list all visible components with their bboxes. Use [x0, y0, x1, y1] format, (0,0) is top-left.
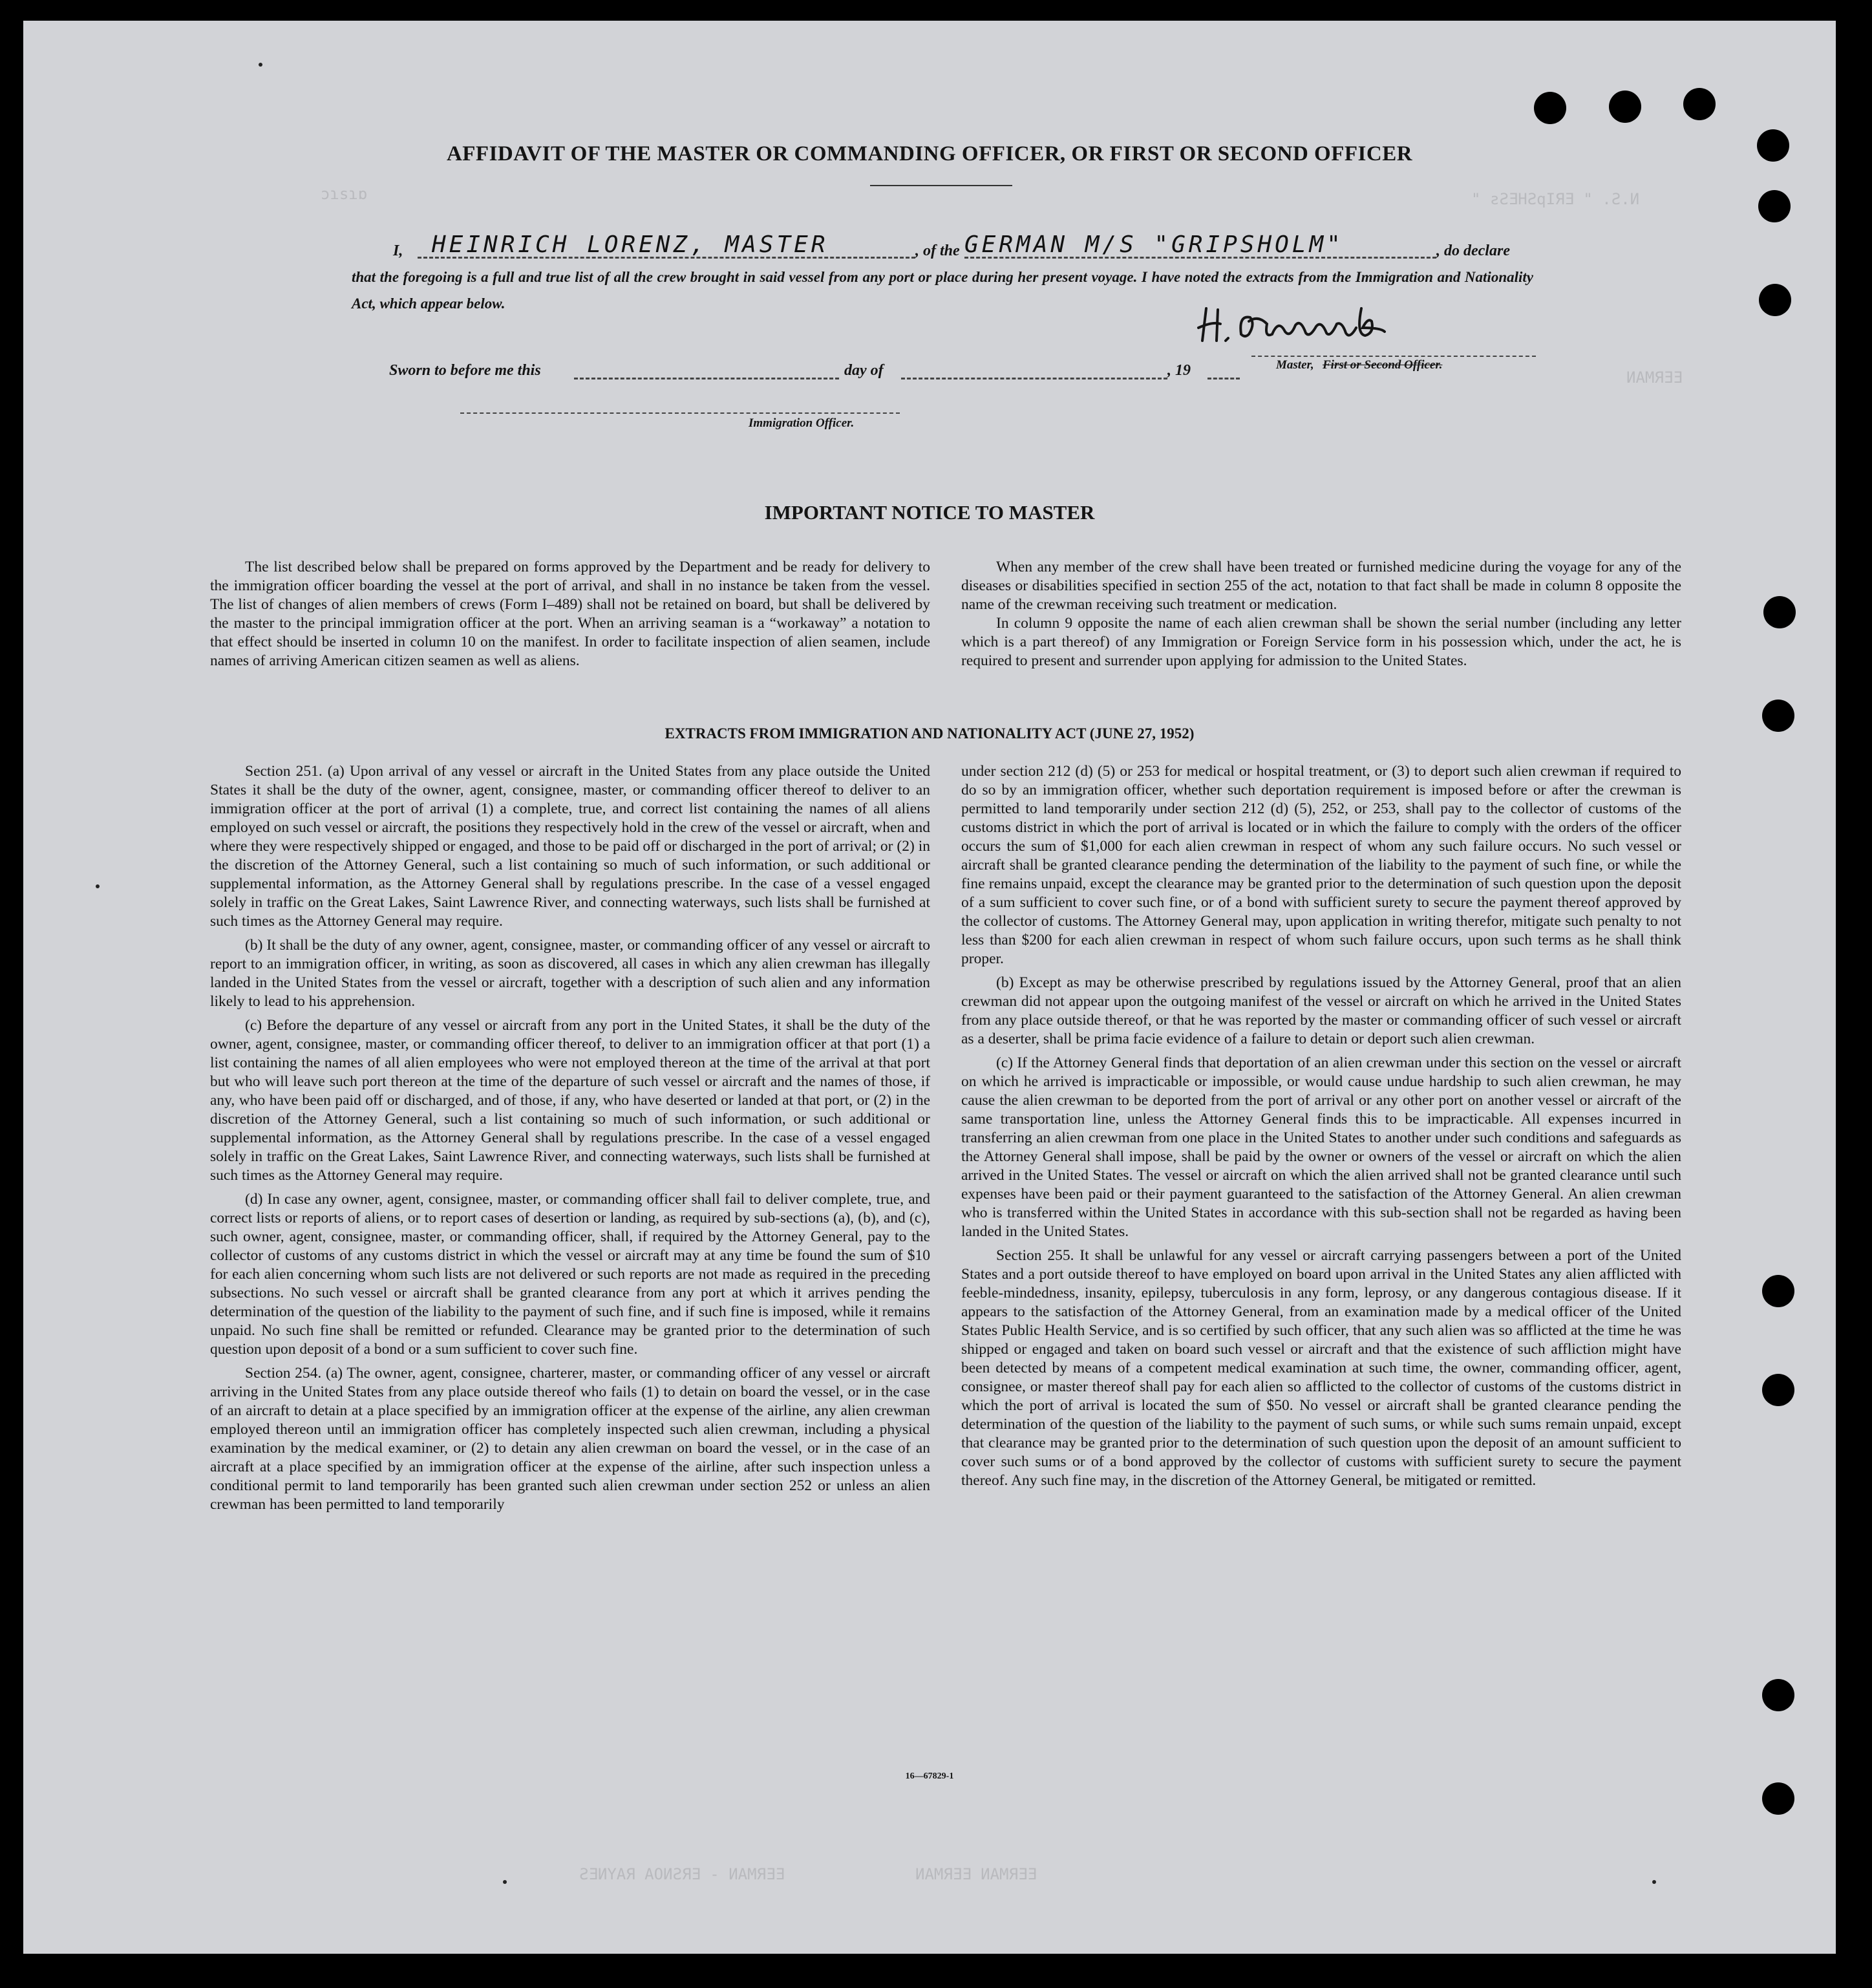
bleed-through: " ƨƧƎHƧqIЯƎ " .Ƨ.И [1471, 190, 1640, 208]
extracts-left-column [210, 762, 930, 1519]
signature-label-struck: First or Second Officer. [1323, 358, 1443, 372]
speck [259, 63, 262, 67]
bleed-through: ƧƎИYAЯ AOИƧЯƎ - ИAMЯƎƎ [579, 1865, 785, 1883]
punch-hole [1762, 1374, 1794, 1406]
declaration-text: that the foregoing is a full and true list of all the crew brought in said vessel from any port or place during her present voyage. I have noted the extracts from the Immigration and Nationality Act, which appear below. [352, 269, 1533, 312]
punch-hole [1763, 596, 1796, 628]
vessel-name-line [964, 257, 1436, 259]
punch-hole [1762, 1679, 1794, 1711]
extracts-title: EXTRACTS FROM IMMIGRATION AND NATIONALITY ACT (JUNE 27, 1952) [665, 725, 1195, 742]
form-number: 16—67829-1 [905, 1771, 954, 1781]
section-254-a: Section 254. (a) The owner, agent, consignee, charterer, master, or commanding officer of any vessel or aircraft arriving in the United States from any place outside thereof who fails (1) to detain on board the vessel, or in the case of an aircraft to detain at a place specified by an immigration officer at the expense of the airline, any alien crewman employed thereon until an immigration officer has completely inspected such alien crewman, including a physical examination by the medical examiner, or (2) to detain any alien crewman on board the vessel, or in the case of an aircraft at a place specified by an immigration officer at the expense of the airline, after such inspection unless a conditional permit to land temporarily has been granted such alien crewman under section 252 or unless an alien crewman has been permitted to land temporarily [210, 1365, 930, 1513]
master-signature[interactable] [1187, 295, 1458, 354]
affidavit-title: AFFIDAVIT OF THE MASTER OR COMMANDING OFFICER, OR FIRST OR SECOND OFFICER [446, 142, 1413, 166]
bleed-through: ɔɿsɿɒ [321, 185, 368, 203]
do-declare-label: , do declare [1436, 242, 1510, 259]
notice-left-paragraph: The list described below shall be prepared on forms approved by the Department and be ready for delivery to the immigration officer boarding the vessel at the port of arrival, and shall in no instance be taken from the vessel. The list of changes of alien members of crews (Form I–489) shall not be retained on board, but shall be delivered by the master to the principal immigration officer at the port. When an arriving seaman is a “workaway” a notation to that effect should be inserted in column 10 on the manifest. In order to facilitate inspection of alien seamen, include names of arriving American citizen seamen as well as aliens. [210, 559, 930, 669]
year-label: , 19 [1167, 362, 1191, 379]
punch-hole [1534, 92, 1566, 124]
notice-left-column [210, 558, 930, 676]
speck [503, 1880, 507, 1884]
section-254-c: (c) If the Attorney General finds that deportation of an alien crewman under this section on the vessel or aircraft on which he arrived is impracticable or impossible, or would cause undue hardship to such alien crewman, he may cause the alien crewman to be deported from the port of arrival or any other port on another vessel or aircraft of the same transportation line, unless the Attorney General finds this to be impracticable. All expenses incurred in transferring an alien crewman from one place in the United States to another under such conditions and safeguards as the Attorney General shall impose, shall be paid by the owner or owners of the vessel or aircraft on which the alien arrived in the United States. The vessel or aircraft on which the alien arrived shall not be granted clearance until such expenses have been paid or their payment guaranteed to the satisfaction of the Attorney General. An alien crewman who is transferred within the United States in accordance with this sub-section shall not be regarded as having been landed in the United States. [961, 1054, 1681, 1240]
signature-label-master: Master, [1276, 358, 1314, 372]
section-251-d: (d) In case any owner, agent, consignee, master, or commanding officer shall fail to deliver complete, true, and correct lists or reports of aliens, or to report cases of desertion or landing, as required by sub-sections (a), (b), and (c), such owner, agent, consignee, master, or commanding officer, shall, if required by the Attorney General, pay to the collector of customs of any customs district in which the vessel or aircraft may at any time be found the sum of $10 for each alien concerning whom such lists are not delivered or such reports are not made as required in the preceding subsections. No such vessel or aircraft shall be granted clearance from any port at which it arrives pending the determination of the question of the liability to the payment of such fine, and if such fine is imposed, while it remains unpaid. No such fine shall be remitted or refunded. Clearance may be granted prior to the determination of such question upon deposit of a bond or a sum sufficient to cover such fine. [210, 1191, 930, 1358]
punch-hole [1683, 88, 1716, 120]
day-of-label: day of [844, 362, 884, 379]
sworn-month-line [901, 378, 1167, 379]
sworn-year-line [1207, 378, 1240, 379]
notice-right-paragraph-1: When any member of the crew shall have been treated or furnished medicine during the voyage for any of the diseases or disabilities specified in section 255 of the act, notation to that fact shall be made in column 8 opposite the name of the crewman receiving such treatment or medication. [961, 559, 1681, 613]
notice-right-column [961, 558, 1681, 676]
master-name-field[interactable]: HEINRICH LORENZ, MASTER [432, 231, 829, 258]
notice-title: IMPORTANT NOTICE TO MASTER [764, 501, 1095, 524]
signature-line [1251, 356, 1536, 357]
punch-hole [1759, 284, 1791, 316]
punch-hole [1758, 190, 1791, 222]
section-254-b: (b) Except as may be otherwise prescribed by regulations issued by the Attorney General, proof that an alien crewman did not appear upon the outgoing manifest of the vessel or aircraft on which he arrived in the United States from any place outside thereof, or that he was reported by the master or commanding officer of such vessel or aircraft as a deserter, shall be prima facie evidence of a failure to detain or deport such alien crewman. [961, 974, 1681, 1047]
extracts-right-column [961, 762, 1681, 1495]
section-255: Section 255. It shall be unlawful for any vessel or aircraft carrying passengers between a port of the United States and a port outside thereof to have employed on board upon arrival in the United States any alien afflicted with feeble-mindedness, insanity, epilepsy, tuberculosis in any form, leprosy, or any dangerous contagious disease. If it appears to the satisfaction of the Attorney General, from an examination made by a medical officer of the United States Public Health Service, and is so certified by such officer, that any such alien was so afflicted at the time he was shipped or engaged and taken on board such vessel or aircraft and that the existence of such affliction might have been detected by means of a competent medical examination at such time, the owner, commanding officer, agent, consignee, or master thereof shall pay for each alien so afflicted to the collector of customs of the customs district in which the port of arrival is located the sum of $50. No vessel or aircraft shall be granted clearance pending the determination of the question of the liability to the payment of such sums, or while such sums remain unpaid, except that clearance may be granted prior to the determination of such question upon the deposit of an amount sufficient to cover such sums or of a bond approved by the collector of customs with sufficient surety to secure the payment thereof. Any such fine may, in the discretion of the Attorney General, be mitigated or remitted. [961, 1247, 1681, 1489]
document-page [23, 21, 1836, 1954]
affidavit-i-label: I, [393, 242, 403, 259]
speck [96, 884, 100, 888]
notice-right-paragraph-2: In column 9 opposite the name of each alien crewman shall be shown the serial number (including any letter which is a part thereof) of any Immigration or Foreign Service form in his possession which, under the act, he is required to present and surrender upon applying for admission to the United States. [961, 615, 1681, 669]
section-251-b: (b) It shall be the duty of any owner, agent, consignee, master, or commanding officer of any vessel or aircraft to report to an immigration officer, in writing, as soon as discovered, all cases in which any alien crewman has illegally landed in the United States from the vessel or aircraft, together with a description of such alien and any information likely to lead to his apprehension. [210, 937, 930, 1010]
master-name-line [418, 257, 915, 259]
punch-hole [1609, 91, 1641, 123]
section-254-a-continued: under section 212 (d) (5) or 253 for medical or hospital treatment, or (3) to deport such alien crewman if required to do so by an immigration officer, whether such deportation requirement is imposed before or after the crewman is permitted to land temporarily under section 212 (d) (5), 252, or 253, shall pay to the collector of customs of the customs district in which the port of arrival is located or in which the failure to comply with the orders of the officer occurs the sum of $1,000 for each alien crewman in respect of whom any such failure occurs. No such vessel or aircraft shall be granted clearance pending the determination of the liability to the payment of such fine, or while the fine remains unpaid, except the clearance may be granted prior to the determination of such question upon the deposit of a sum sufficient to cover such fine, or of a bond with sufficient surety to secure the payment thereof approved by the collector of customs. The Attorney General may, upon application in writing therefor, mitigate such penalty to not less than $200 for each alien crewman in respect of whom such failure occurs, upon such terms as he shall think proper. [961, 763, 1681, 967]
of-the-label: , of the [915, 242, 960, 259]
vessel-name-field[interactable]: GERMAN M/S "GRIPSHOLM" [964, 231, 1344, 258]
officer-signature-line [460, 412, 900, 414]
immigration-officer-label: Immigration Officer. [749, 416, 855, 430]
section-251-c: (c) Before the departure of any vessel or aircraft from any port in the United States, it shall be the duty of the owner, agent, consignee, master, or commanding officer thereof, to deliver to an immigration officer at that port (1) a list containing the names of all alien employees who were not employed thereon at the time of the arrival at that port but who will leave such port thereon at the time of the departure of such vessel or aircraft and the names of those, if any, who have been paid off or discharged, and of those, if any, who have deserted or landed at that port, or (2) in the discretion of the Attorney General, such a list containing so much of such information, or such additional or supplemental information, as the Attorney General shall by regulations prescribe. In the case of a vessel engaged solely in traffic on the Great Lakes, Saint Lawrence River, and connecting waterways, such lists shall be furnished at such times as the Attorney General may require. [210, 1017, 930, 1184]
punch-hole [1762, 1782, 1794, 1815]
sworn-label: Sworn to before me this [389, 362, 541, 379]
speck [1652, 1880, 1656, 1884]
sworn-day-line [574, 378, 839, 379]
bleed-through: ИAMЯƎƎ [1626, 369, 1683, 387]
title-rule [870, 185, 1012, 186]
section-251-a: Section 251. (a) Upon arrival of any vessel or aircraft in the United States from any place outside the United States it shall be the duty of the owner, agent, consignee, master, or commanding officer thereof to deliver to an immigration officer at the port of arrival (1) a complete, true, and correct list containing the names of all aliens employed on such vessel or aircraft, the positions they respectively hold in the crew of the vessel or aircraft, when and where they were respectively shipped or engaged, and those to be paid off or discharged in the port of arrival; or (2) in the discretion of the Attorney General, such a list containing so much of such information, or such additional or supplemental information, as the Attorney General shall by regulations prescribe. In the case of a vessel engaged solely in traffic on the Great Lakes, Saint Lawrence River, and connecting waterways, such lists shall be furnished at such times as the Attorney General may require. [210, 763, 930, 930]
bleed-through: ИAMЯƎƎ ИAMЯƎƎ [915, 1865, 1037, 1883]
punch-hole [1762, 1275, 1794, 1307]
